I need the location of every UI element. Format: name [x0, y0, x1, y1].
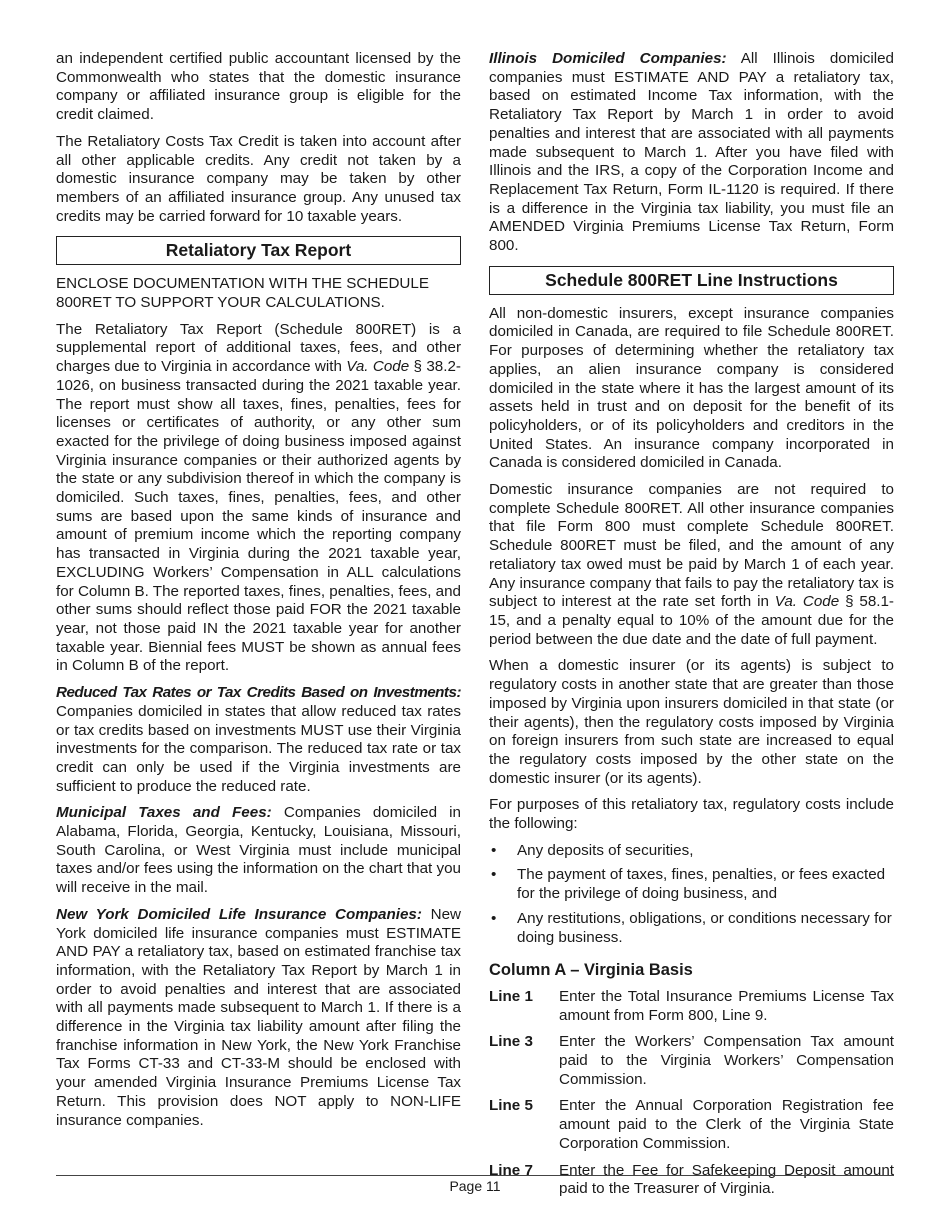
paragraph-enclose-documentation: ENCLOSE DOCUMENTATION WITH THE SCHEDULE 800RET TO SUPPORT YOUR CALCULATIONS.	[56, 275, 429, 312]
text: § 38.2-1026, on business transacted during the 2021 taxable year. The report must show all taxes, fines, penalties, fees for licenses or certificates of authority, or any other sum exacted for the privilege of doing business imposed against Virginia insurance companies or their authorized agents by the state or any subdivision thereof in which the company is domiciled. Such taxes, fines, penalties, fees, and other sums are based upon the same kinds of insurance and amount of premium income which the reporting company has transacted in Virginia during the 2021 taxable year, EXCLUDING Workers’ Compensation in ALL calculations for Column B. The reported taxes, fines, penalties, fees, and other sums should reflect those paid FOR the 2021 taxable year, not those paid IN the 2021 taxable year for another taxable year. Biennial fees MUST be shown as annual fees in Column B of the report.	[56, 358, 461, 675]
paragraph-illinois-companies	[489, 50, 894, 256]
text: New York domiciled life insurance companies must ESTIMATE AND PAY a retaliatory tax, based on estimated franchise tax information, with the Retaliatory Tax Report by March 1 in order to avoid penalties and interest that are associated with all payments made subsequent to March 1. If there is a difference in the Virginia tax liability amount after filing the franchise information in New York, the New York Franchise Tax Forms CT-33 and CT-33-M should be enclosed with your amended Virginia Insurance Premiums License Tax Return. This provision does NOT apply to NON-LIFE insurance companies.	[56, 905, 461, 1129]
section-heading-line-instructions: Schedule 800RET Line Instructions	[489, 266, 894, 295]
line-instruction	[489, 1097, 894, 1153]
list-item-text: The payment of taxes, fines, penalties, or fees exacted for the privilege of doing business, and	[517, 866, 886, 903]
text: § 58.1-15, and a penalty equal to 10% of the amount due for the period between the due date and the date of full payment.	[489, 593, 894, 648]
paragraph-domestic-insurers	[489, 481, 894, 649]
paragraph-non-domestic-insurers: All non-domestic insurers, except insurance companies domiciled in Canada, are required to file Schedule 800RET. For purposes of determining whether the retaliatory tax applies, an alien insurance company is considered domiciled in the state where it has the largest amount of its assets held in trust and on deposit for the benefit of its policyholders, or of its policyholders and creditors in the United States. An insurance company incorporated in Canada is considered domiciled in Canada.	[489, 304, 894, 472]
line-text: Enter the Workers’ Compensation Tax amount paid to the Virginia Workers’ Compensation Commission.	[559, 1033, 894, 1088]
section-heading-retaliatory-tax-report: Retaliatory Tax Report	[56, 236, 461, 265]
footer-divider	[56, 1175, 894, 1176]
line-text: Enter the Annual Corporation Registration fee amount paid to the Clerk of the Virginia State Corporation Commission.	[559, 1097, 894, 1152]
list-item-text: Any deposits of securities,	[517, 841, 694, 859]
list-item	[489, 842, 894, 861]
bullet-list	[489, 842, 894, 948]
paragraph-regulatory-costs: When a domestic insurer (or its agents) is subject to regulatory costs in another state that are greater than those imposed by Virginia upon insurers domiciled in that state (or their agents), then the regulatory costs imposed by Virginia on foreign insurers from such state are increased to equal the regulatory costs imposed by the other state on the domestic insurer (or its agents).	[489, 657, 894, 787]
list-item	[489, 866, 894, 903]
line-text: Enter the Fee for Safekeeping Deposit amount paid to the Treasurer of Virginia.	[559, 1161, 894, 1198]
run-in-heading: Reduced Tax Rates or Tax Credits Based on Investments:	[56, 684, 461, 702]
code-reference: Va. Code	[774, 593, 840, 611]
list-item	[489, 910, 894, 947]
paragraph-new-york-companies	[56, 906, 461, 1130]
line-label: Line 5	[489, 1097, 533, 1115]
text: The Retaliatory Tax Report (Schedule 800RET) is a supplemental report of additional taxes, fees, and other charges due to Virginia in accordance with	[56, 320, 461, 376]
run-in-heading: Municipal Taxes and Fees:	[56, 804, 272, 822]
bullet: •	[491, 909, 497, 927]
text: Companies domiciled in states that allow reduced tax rates or tax credits based on investments MUST use their Virginia investments for the comparison. The reduced tax rate or tax credit can only be used if the Virginia investments are sufficient to produce the reduced rate.	[56, 702, 461, 795]
bullet: •	[491, 841, 497, 859]
bullet: •	[491, 866, 497, 884]
paragraph-report-description	[56, 321, 461, 676]
paragraph-tax-credit: The Retaliatory Costs Tax Credit is taken into account after all other applicable credits. Any credit not taken by a domestic insurance company may be taken by other members of an affiliated insurance group. Any unused tax credits may be carried forward for 10 taxable years.	[56, 132, 461, 225]
line-instruction	[489, 988, 894, 1025]
text: All Illinois domiciled companies must ESTIMATE AND PAY a retaliatory tax, based on estimated Income Tax information, with the Retaliatory Tax Report by March 1 in order to avoid penalties and interest that are associated with all payments made subsequent to March 1. After you have filed with Illinois and the IRS, a copy of the Corporation Income and Replacement Tax Return, Form IL-1120 is required. If there is a difference in the Virginia tax liability, you must file an AMENDED Virginia Premiums License Tax Return, Form 800.	[489, 50, 894, 255]
left-column	[56, 50, 461, 1138]
line-label: Line 7	[489, 1161, 533, 1179]
page-number: Page 11	[449, 1178, 501, 1194]
code-reference: Va. Code	[346, 358, 410, 376]
run-in-heading: Illinois Domiciled Companies:	[489, 50, 727, 67]
subheading-column-a: Column A – Virginia Basis	[489, 961, 693, 980]
list-item-text: Any restitutions, obligations, or conditions necessary for doing business.	[517, 909, 892, 946]
paragraph-municipal-taxes	[56, 804, 461, 898]
line-label: Line 3	[489, 1033, 533, 1051]
line-label: Line 1	[489, 987, 533, 1005]
paragraph-regulatory-costs-intro: For purposes of this retaliatory tax, regulatory costs include the following:	[489, 796, 894, 833]
line-text: Enter the Total Insurance Premiums License Tax amount from Form 800, Line 9.	[559, 987, 894, 1024]
text: Companies domiciled in Alabama, Florida, Georgia, Kentucky, Louisiana, Missouri, South Carolina, or West Virginia must include municipal taxes and/or fees using the information on the chart that you will receive in the mail.	[56, 804, 461, 897]
run-in-heading: New York Domiciled Life Insurance Companies:	[56, 905, 422, 923]
paragraph-reduced-tax-rates	[56, 684, 461, 796]
text: Domestic insurance companies are not required to complete Schedule 800RET. All other insurance companies that file Form 800 must complete Schedule 800RET. Schedule 800RET must be filed, and the amount of any retaliatory tax owed must be paid by March 1 of each year. Any insurance company that fails to pay the retaliatory tax is subject to interest at the rate set forth in	[489, 481, 894, 611]
paragraph-cpa-statement: an independent certified public accountant licensed by the Commonwealth who states that the domestic insurance company or affiliated insurance group is eligible for the credit claimed.	[56, 50, 461, 124]
line-instruction	[489, 1033, 894, 1089]
right-column	[489, 50, 894, 1207]
